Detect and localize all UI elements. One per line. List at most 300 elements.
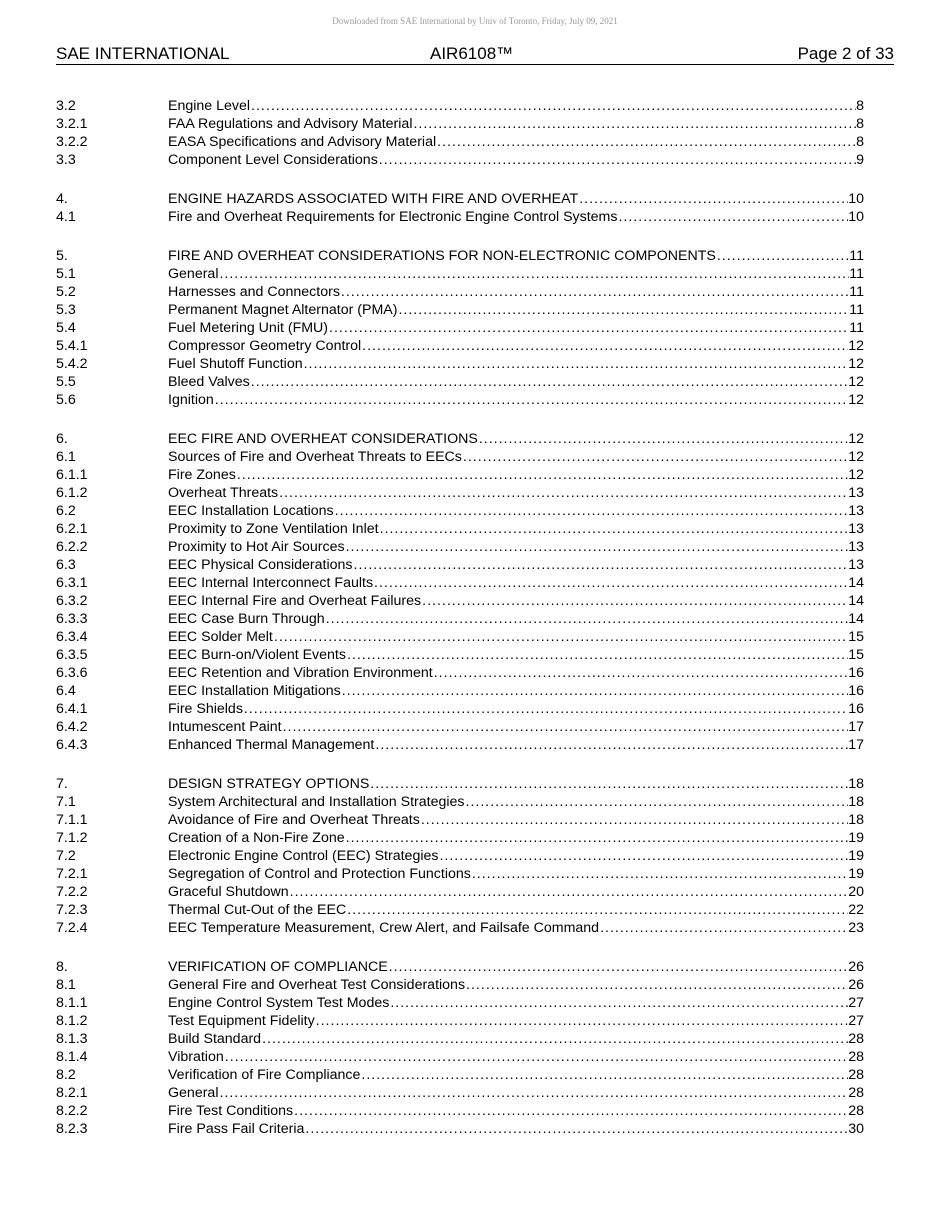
dot-leader xyxy=(304,355,849,373)
dot-leader xyxy=(398,301,849,319)
toc-title-text: Permanent Magnet Alternator (PMA) xyxy=(168,302,398,318)
toc-section-number: 8.1.1 xyxy=(56,995,88,1011)
toc-section-number: 7.1.1 xyxy=(56,812,88,828)
toc-title-text: EEC Internal Fire and Overheat Failures xyxy=(168,593,422,609)
toc-entry-title xyxy=(168,502,848,520)
toc-page-number: 10 xyxy=(848,191,864,207)
toc-title-text: Engine Level xyxy=(168,98,251,114)
toc-entry-title xyxy=(168,793,848,811)
toc-section-number: 8.1.2 xyxy=(56,1013,88,1029)
dot-leader xyxy=(370,775,848,793)
toc-entry xyxy=(56,301,864,319)
toc-entry-title xyxy=(168,133,856,151)
toc-section-number: 4.1 xyxy=(56,209,76,225)
dot-leader xyxy=(237,466,848,484)
toc-entry-title xyxy=(168,484,848,502)
toc-title-text: Sources of Fire and Overheat Threats to EECs xyxy=(168,449,462,465)
toc-entry-title xyxy=(168,1084,848,1102)
toc-entry xyxy=(56,775,864,793)
toc-page-number: 8 xyxy=(856,116,864,132)
toc-entry-title xyxy=(168,1066,848,1084)
toc-page-number: 12 xyxy=(848,374,864,390)
toc-title-text: Fuel Shutoff Function xyxy=(168,356,303,372)
toc-page-number: 14 xyxy=(848,593,864,609)
dot-leader xyxy=(717,247,849,265)
toc-title-text: Enhanced Thermal Management xyxy=(168,737,375,753)
toc-entry xyxy=(56,1048,864,1066)
toc-entry xyxy=(56,919,864,937)
toc-entry xyxy=(56,610,864,628)
toc-page-number: 15 xyxy=(848,647,864,663)
toc-entry-title xyxy=(168,958,848,976)
toc-entry xyxy=(56,556,864,574)
toc-page-number: 26 xyxy=(848,977,864,993)
page-number: Page 2 of 33 xyxy=(797,44,894,63)
toc-entry-title xyxy=(168,355,848,373)
toc-entry-title xyxy=(168,718,848,736)
toc-title-text: EASA Specifications and Advisory Material xyxy=(168,134,437,150)
toc-entry xyxy=(56,847,864,865)
toc-page-number: 11 xyxy=(849,284,864,300)
toc-entry xyxy=(56,466,864,484)
toc-title-text: EEC Retention and Vibration Environment xyxy=(168,665,433,681)
dot-leader xyxy=(329,319,849,337)
toc-entry-title xyxy=(168,373,848,391)
toc-title-text: Harnesses and Connectors xyxy=(168,284,340,300)
toc-page-number: 28 xyxy=(848,1103,864,1119)
dot-leader xyxy=(341,283,849,301)
toc-entry xyxy=(56,574,864,592)
toc-section xyxy=(56,190,864,226)
toc-page-number: 17 xyxy=(848,737,864,753)
toc-section-number: 6.3.6 xyxy=(56,665,88,681)
toc-entry xyxy=(56,355,864,373)
toc-entry-title xyxy=(168,247,849,265)
toc-title-text: Fire Test Conditions xyxy=(168,1103,294,1119)
toc-section-number: 6.4.2 xyxy=(56,719,88,735)
toc-entry-title xyxy=(168,556,848,574)
toc-page-number: 16 xyxy=(848,683,864,699)
toc-entry xyxy=(56,97,864,115)
toc-section-number: 8.2.2 xyxy=(56,1103,88,1119)
toc-section-number: 7. xyxy=(56,776,68,792)
toc-section-number: 7.1 xyxy=(56,794,76,810)
toc-title-text: EEC Installation Locations xyxy=(168,503,334,519)
toc-entry xyxy=(56,115,864,133)
dot-leader xyxy=(326,610,849,628)
toc-entry xyxy=(56,865,864,883)
dot-leader xyxy=(618,208,848,226)
toc-entry xyxy=(56,592,864,610)
dot-leader xyxy=(219,265,849,283)
toc-entry xyxy=(56,151,864,169)
toc-title-text: General xyxy=(168,1085,219,1101)
toc-title-text: Engine Control System Test Modes xyxy=(168,995,390,1011)
toc-title-text: Overheat Threats xyxy=(168,485,279,501)
toc-page-number: 9 xyxy=(856,152,864,168)
toc-entry-title xyxy=(168,337,848,355)
toc-page-number: 17 xyxy=(848,719,864,735)
toc-title-text: ENGINE HAZARDS ASSOCIATED WITH FIRE AND OVERHEAT xyxy=(168,191,579,207)
toc-page-number: 13 xyxy=(848,503,864,519)
toc-section-number: 6.3.2 xyxy=(56,593,88,609)
toc-section-number: 6.1.1 xyxy=(56,467,88,483)
toc-entry xyxy=(56,1030,864,1048)
toc-entry xyxy=(56,538,864,556)
toc-section-number: 6.3.1 xyxy=(56,575,88,591)
toc-section-number: 6.2 xyxy=(56,503,76,519)
toc-entry-title xyxy=(168,628,848,646)
toc-entry xyxy=(56,664,864,682)
organization-name: SAE INTERNATIONAL xyxy=(56,44,230,63)
toc-entry xyxy=(56,883,864,901)
toc-entry-title xyxy=(168,646,848,664)
toc-entry-title xyxy=(168,700,848,718)
toc-title-text: Avoidance of Fire and Overheat Threats xyxy=(168,812,420,828)
toc-entry xyxy=(56,265,864,283)
toc-page-number: 20 xyxy=(848,884,864,900)
dot-leader xyxy=(347,646,848,664)
toc-entry xyxy=(56,1012,864,1030)
toc-section-number: 8.2.1 xyxy=(56,1085,88,1101)
dot-leader xyxy=(437,133,856,151)
toc-entry-title xyxy=(168,865,848,883)
toc-page-number: 16 xyxy=(848,701,864,717)
toc-title-text: Electronic Engine Control (EEC) Strategies xyxy=(168,848,439,864)
toc-title-text: Vibration xyxy=(168,1049,224,1065)
toc-entry-title xyxy=(168,1102,848,1120)
toc-page-number: 22 xyxy=(848,902,864,918)
toc-section-number: 6.3.5 xyxy=(56,647,88,663)
toc-page-number: 8 xyxy=(856,134,864,150)
toc-entry-title xyxy=(168,1120,848,1138)
toc-entry xyxy=(56,646,864,664)
toc-entry xyxy=(56,958,864,976)
dot-leader xyxy=(434,664,848,682)
toc-page-number: 12 xyxy=(848,431,864,447)
toc-section-number: 5.5 xyxy=(56,374,76,390)
toc-entry-title xyxy=(168,466,848,484)
toc-page-number: 11 xyxy=(849,320,864,336)
toc-title-text: Fire Pass Fail Criteria xyxy=(168,1121,305,1137)
toc-section-number: 5.4 xyxy=(56,320,76,336)
toc-section-number: 5.1 xyxy=(56,266,76,282)
toc-entry xyxy=(56,208,864,226)
toc-page-number: 28 xyxy=(848,1049,864,1065)
toc-section xyxy=(56,958,864,1138)
dot-leader xyxy=(362,337,848,355)
toc-title-text: General xyxy=(168,266,219,282)
dot-leader xyxy=(463,448,848,466)
toc-entry xyxy=(56,133,864,151)
toc-section-number: 7.1.2 xyxy=(56,830,88,846)
toc-entry-title xyxy=(168,97,856,115)
page-header xyxy=(56,44,894,65)
toc-page-number: 12 xyxy=(848,467,864,483)
dot-leader xyxy=(479,430,848,448)
toc-entry-title xyxy=(168,994,848,1012)
dot-leader xyxy=(390,994,848,1012)
dot-leader xyxy=(466,976,848,994)
toc-page-number: 11 xyxy=(849,266,864,282)
toc-entry xyxy=(56,976,864,994)
toc-section-number: 5. xyxy=(56,248,68,264)
toc-title-text: Test Equipment Fidelity xyxy=(168,1013,315,1029)
toc-entry-title xyxy=(168,520,848,538)
toc-entry-title xyxy=(168,664,848,682)
toc-entry-title xyxy=(168,208,848,226)
toc-title-text: EEC Internal Interconnect Faults xyxy=(168,575,374,591)
toc-entry xyxy=(56,430,864,448)
toc-page-number: 28 xyxy=(848,1085,864,1101)
toc-entry-title xyxy=(168,883,848,901)
toc-entry xyxy=(56,718,864,736)
toc-entry-title xyxy=(168,115,856,133)
toc-title-text: EEC Physical Considerations xyxy=(168,557,353,573)
dot-leader xyxy=(274,628,848,646)
toc-entry xyxy=(56,484,864,502)
toc-entry xyxy=(56,736,864,754)
toc-section-number: 5.2 xyxy=(56,284,76,300)
toc-entry-title xyxy=(168,919,848,937)
dot-leader xyxy=(413,115,856,133)
toc-title-text: Fuel Metering Unit (FMU) xyxy=(168,320,329,336)
toc-entry-title xyxy=(168,391,848,409)
toc-section-number: 7.2 xyxy=(56,848,76,864)
dot-leader xyxy=(316,1012,849,1030)
toc-page-number: 16 xyxy=(848,665,864,681)
dot-leader xyxy=(262,1030,848,1048)
toc-entry xyxy=(56,448,864,466)
toc-entry xyxy=(56,829,864,847)
toc-title-text: Build Standard xyxy=(168,1031,262,1047)
dot-leader xyxy=(347,901,848,919)
toc-section-number: 6.3.3 xyxy=(56,611,88,627)
toc-title-text: EEC FIRE AND OVERHEAT CONSIDERATIONS xyxy=(168,431,478,447)
toc-page-number: 27 xyxy=(848,995,864,1011)
toc-entry-title xyxy=(168,1030,848,1048)
toc-title-text: Component Level Considerations xyxy=(168,152,378,168)
toc-entry-title xyxy=(168,538,848,556)
toc-section-number: 6. xyxy=(56,431,68,447)
dot-leader xyxy=(215,391,848,409)
dot-leader xyxy=(305,1120,848,1138)
toc-entry-title xyxy=(168,1048,848,1066)
toc-page-number: 13 xyxy=(848,485,864,501)
toc-entry-title xyxy=(168,829,848,847)
toc-section-number: 7.2.1 xyxy=(56,866,88,882)
toc-entry-title xyxy=(168,847,848,865)
toc-entry xyxy=(56,682,864,700)
toc-section-number: 3.2.2 xyxy=(56,134,88,150)
toc-page-number: 19 xyxy=(848,866,864,882)
toc-entry-title xyxy=(168,319,849,337)
toc-title-text: FAA Regulations and Advisory Material xyxy=(168,116,413,132)
toc-section-number: 5.3 xyxy=(56,302,76,318)
toc-section-number: 6.4.1 xyxy=(56,701,88,717)
dot-leader xyxy=(421,811,848,829)
toc-entry xyxy=(56,901,864,919)
toc-section-number: 6.3 xyxy=(56,557,76,573)
dot-leader xyxy=(335,502,849,520)
toc-page-number: 30 xyxy=(848,1121,864,1137)
toc-title-text: EEC Installation Mitigations xyxy=(168,683,341,699)
toc-page-number: 13 xyxy=(848,521,864,537)
toc-entry xyxy=(56,319,864,337)
toc-page-number: 14 xyxy=(848,575,864,591)
toc-page-number: 11 xyxy=(849,248,864,264)
toc-title-text: EEC Case Burn Through xyxy=(168,611,325,627)
toc-section-number: 6.2.2 xyxy=(56,539,88,555)
toc-title-text: EEC Temperature Measurement, Crew Alert, and Failsafe Command xyxy=(168,920,600,936)
toc-entry-title xyxy=(168,610,848,628)
dot-leader xyxy=(251,373,848,391)
toc-entry xyxy=(56,1084,864,1102)
dot-leader xyxy=(283,718,849,736)
toc-section-number: 5.4.1 xyxy=(56,338,88,354)
toc-section-number: 6.1 xyxy=(56,449,76,465)
toc-section-number: 6.1.2 xyxy=(56,485,88,501)
toc-entry-title xyxy=(168,151,856,169)
toc-page-number: 18 xyxy=(848,812,864,828)
toc-section-number: 8.2 xyxy=(56,1067,76,1083)
toc-entry-title xyxy=(168,430,848,448)
toc-section xyxy=(56,247,864,409)
table-of-contents xyxy=(56,97,864,1159)
toc-page-number: 28 xyxy=(848,1067,864,1083)
dot-leader xyxy=(439,847,848,865)
toc-entry xyxy=(56,283,864,301)
toc-page-number: 8 xyxy=(856,98,864,114)
dot-leader xyxy=(354,556,849,574)
dot-leader xyxy=(361,1066,848,1084)
toc-entry xyxy=(56,247,864,265)
toc-section-number: 7.2.3 xyxy=(56,902,88,918)
toc-page-number: 19 xyxy=(848,830,864,846)
toc-page-number: 12 xyxy=(848,392,864,408)
toc-section-number: 8.2.3 xyxy=(56,1121,88,1137)
toc-title-text: Ignition xyxy=(168,392,214,408)
dot-leader xyxy=(380,520,849,538)
toc-section-number: 3.2 xyxy=(56,98,76,114)
toc-section-number: 8.1.4 xyxy=(56,1049,88,1065)
toc-section xyxy=(56,97,864,169)
toc-entry-title xyxy=(168,736,848,754)
toc-title-text: Creation of a Non-Fire Zone xyxy=(168,830,345,846)
toc-page-number: 10 xyxy=(848,209,864,225)
toc-page-number: 26 xyxy=(848,959,864,975)
download-watermark: Downloaded from SAE International by Univ of Toronto, Friday, July 09, 2021 xyxy=(332,16,618,26)
dot-leader xyxy=(225,1048,848,1066)
toc-entry-title xyxy=(168,901,848,919)
toc-page-number: 18 xyxy=(848,794,864,810)
toc-title-text: Proximity to Zone Ventilation Inlet xyxy=(168,521,379,537)
toc-entry-title xyxy=(168,574,848,592)
toc-entry-title xyxy=(168,976,848,994)
toc-entry xyxy=(56,793,864,811)
dot-leader xyxy=(346,829,849,847)
toc-page-number: 14 xyxy=(848,611,864,627)
document-number: AIR6108™ xyxy=(430,44,514,63)
toc-section-number: 3.3 xyxy=(56,152,76,168)
toc-entry xyxy=(56,190,864,208)
toc-title-text: Segregation of Control and Protection Functions xyxy=(168,866,471,882)
toc-section-number: 3.2.1 xyxy=(56,116,88,132)
toc-title-text: FIRE AND OVERHEAT CONSIDERATIONS FOR NON-ELECTRONIC COMPONENTS xyxy=(168,248,716,264)
toc-entry xyxy=(56,628,864,646)
toc-entry-title xyxy=(168,682,848,700)
toc-title-text: Graceful Shutdown xyxy=(168,884,289,900)
toc-entry-title xyxy=(168,811,848,829)
toc-entry xyxy=(56,520,864,538)
toc-section-number: 4. xyxy=(56,191,68,207)
dot-leader xyxy=(279,484,848,502)
toc-section-number: 6.3.4 xyxy=(56,629,88,645)
toc-section-number: 6.2.1 xyxy=(56,521,88,537)
toc-section-number: 8.1.3 xyxy=(56,1031,88,1047)
toc-section xyxy=(56,775,864,937)
toc-title-text: Proximity to Hot Air Sources xyxy=(168,539,345,555)
toc-title-text: Bleed Valves xyxy=(168,374,250,390)
toc-entry xyxy=(56,337,864,355)
dot-leader xyxy=(219,1084,848,1102)
toc-title-text: EEC Burn-on/Violent Events xyxy=(168,647,346,663)
toc-title-text: Intumescent Paint xyxy=(168,719,282,735)
toc-page-number: 11 xyxy=(849,302,864,318)
toc-entry xyxy=(56,994,864,1012)
toc-entry-title xyxy=(168,775,848,793)
dot-leader xyxy=(374,574,848,592)
toc-title-text: Fire Shields xyxy=(168,701,243,717)
toc-title-text: DESIGN STRATEGY OPTIONS xyxy=(168,776,370,792)
dot-leader xyxy=(472,865,848,883)
toc-title-text: General Fire and Overheat Test Considerations xyxy=(168,977,466,993)
toc-entry xyxy=(56,1102,864,1120)
toc-entry-title xyxy=(168,283,849,301)
toc-page-number: 18 xyxy=(848,776,864,792)
toc-entry xyxy=(56,373,864,391)
toc-page-number: 27 xyxy=(848,1013,864,1029)
dot-leader xyxy=(346,538,849,556)
toc-entry-title xyxy=(168,592,848,610)
toc-section-number: 7.2.4 xyxy=(56,920,88,936)
toc-title-text: VERIFICATION OF COMPLIANCE xyxy=(168,959,388,975)
toc-section-number: 7.2.2 xyxy=(56,884,88,900)
toc-entry-title xyxy=(168,265,849,283)
dot-leader xyxy=(600,919,848,937)
toc-entry xyxy=(56,502,864,520)
toc-entry xyxy=(56,1066,864,1084)
toc-title-text: Fire and Overheat Requirements for Electronic Engine Control Systems xyxy=(168,209,618,225)
toc-page-number: 12 xyxy=(848,338,864,354)
dot-leader xyxy=(389,958,849,976)
toc-page-number: 19 xyxy=(848,848,864,864)
toc-section-number: 6.4 xyxy=(56,683,76,699)
dot-leader xyxy=(251,97,856,115)
dot-leader xyxy=(294,1102,848,1120)
dot-leader xyxy=(290,883,849,901)
toc-page-number: 12 xyxy=(848,356,864,372)
toc-section-number: 8.1 xyxy=(56,977,76,993)
toc-title-text: Verification of Fire Compliance xyxy=(168,1067,361,1083)
toc-title-text: EEC Solder Melt xyxy=(168,629,273,645)
toc-section xyxy=(56,430,864,754)
dot-leader xyxy=(244,700,848,718)
dot-leader xyxy=(422,592,848,610)
toc-entry-title xyxy=(168,301,849,319)
toc-section-number: 5.6 xyxy=(56,392,76,408)
toc-entry xyxy=(56,391,864,409)
